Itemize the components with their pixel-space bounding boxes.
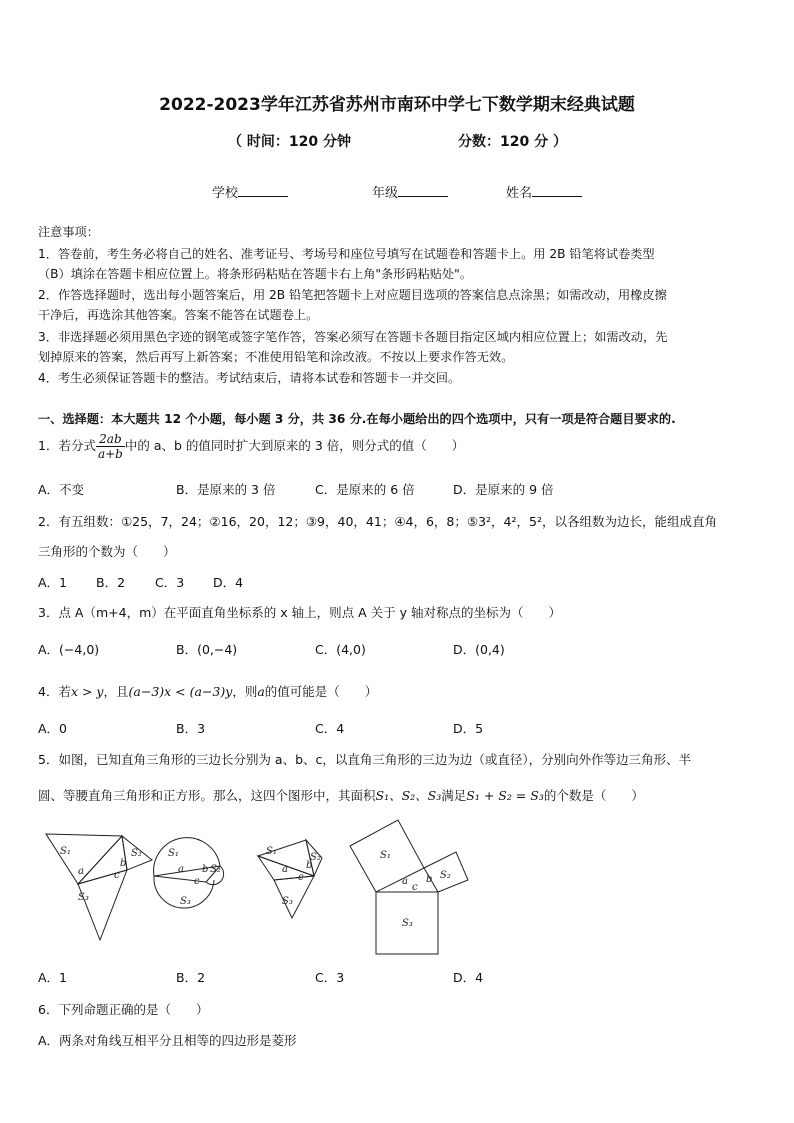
q4-option-b: B．3 [176,721,206,736]
q2-option-d: D．4 [213,575,244,590]
question-2-line2: 三角形的个数为（ ） [38,544,176,559]
fig2-s1-label: S₁ [168,848,179,859]
q2-option-c: C．3 [155,575,185,590]
fig1-s1-label: S₁ [60,846,71,857]
section-heading: 一、选择题：本大题共 12 个小题，每小题 3 分，共 36 分.在每小题给出的四个选项中，只有一项是符合题目要求的. [38,412,676,426]
fig2-a-label: a [178,864,184,875]
school-field: 学校 [212,182,288,201]
fig4-c-label: c [412,882,418,893]
note-1b: （B）填涂在答题卡相应位置上。将条形码粘贴在答题卡右上角"条形码粘贴处"。 [38,267,472,281]
fig1-c-label: c [114,870,120,881]
fig4-s1-label: S₁ [380,850,391,861]
q1-option-a: A．不变 [38,482,85,497]
fig4-b-label: b [426,874,433,885]
q4-option-c: C．4 [315,721,345,736]
fig3-a-label: a [282,864,288,875]
q5-option-d: D．4 [453,970,484,985]
note-1a: 1．答卷前，考生务必将自己的姓名、准考证号、考场号和座位号填写在试题卷和答题卡上。用 2B 铅笔将试卷类型 [38,247,655,261]
q5-figures [30,812,470,962]
fig3-s2-label: S₂ [310,852,321,863]
fig3-s1-label: S₁ [266,846,277,857]
fig1-s2-label: S₂ [131,848,142,859]
question-5-line2: 圆、等腰直角三角形和正方形。那么，这四个图形中，其面积S₁、S₂、S₃满足S₁ + S₂ = S₃的个数是（ ） [38,788,644,803]
q3-option-c: C．(4,0) [315,642,366,657]
q5-option-b: B．2 [176,970,206,985]
fig1-b-label: b [120,858,127,869]
fraction: $\frac{2ab}{a+b}$ [97,432,123,461]
question-1: 1．若分式 $\frac{2ab}{a+b}$ 中的 a、b 的值同时扩大到原来的 3 倍，则分式的值（ ） [38,432,465,461]
q5-option-c: C．3 [315,970,345,985]
fig2-c-label: c [194,876,200,887]
question-4: 4．若x > y，且(a−3)x < (a−3)y，则a的值可能是（ ） [38,684,378,699]
question-6: 6．下列命题正确的是（ ） [38,1002,209,1017]
fig4-a-label: a [402,876,408,887]
q2-option-a: A．1 [38,575,68,590]
q4-option-a: A．0 [38,721,68,736]
q3-option-a: A．(−4,0) [38,642,100,657]
q6-option-a: A．两条对角线互相平分且相等的四边形是菱形 [38,1033,297,1048]
fig3-c-label: c [298,872,304,883]
fig2-b-label: b [202,864,209,875]
q4-option-d: D．5 [453,721,484,736]
fig4-s2-label: S₂ [440,870,451,881]
q1-option-b: B．是原来的 3 倍 [176,482,276,497]
question-5-line1: 5．如图，已知直角三角形的三边长分别为 a、b、c，以直角三角形的三边为边（或直径），分别向外作等边三角形、半 [38,752,692,767]
q3-option-b: B．(0,−4) [176,642,238,657]
fig2-s2-label: S₂ [210,864,221,875]
note-3b: 划掉原来的答案，然后再写上新答案；不准使用铅笔和涂改液。不按以上要求作答无效。 [38,350,514,364]
q5-option-a: A．1 [38,970,68,985]
fig1-a-label: a [78,866,84,877]
fig3-b-label: b [306,860,313,871]
figure-squares [350,820,468,954]
page-title: 2022-2023学年江苏省苏州市南环中学七下数学期末经典试题 [159,95,635,115]
q2-option-b: B．2 [96,575,126,590]
notes-heading: 注意事项： [38,225,99,239]
fig1-s3-label: S₃ [78,892,89,903]
q3-option-d: D．(0,4) [453,642,505,657]
time-label: （ 时间：120 分钟 [228,134,351,150]
score-label: 分数：120 分 ） [458,134,567,150]
question-2-line1: 2．有五组数：①25，7，24；②16，20，12；③9，40，41；④4，6，8；⑤3²，4²，5²，以各组数为边长，能组成直角 [38,514,717,529]
fig4-s3-label: S₃ [402,918,413,929]
grade-field: 年级 [372,182,448,201]
q1-option-c: C．是原来的 6 倍 [315,482,415,497]
q1-option-d: D．是原来的 9 倍 [453,482,554,497]
note-2b: 干净后，再选涂其他答案。答案不能答在试题卷上。 [38,308,319,322]
note-3a: 3．非选择题必须用黑色字迹的钢笔或签字笔作答，答案必须写在答题卡各题目指定区域内相应位置上；如需改动，先 [38,330,668,344]
note-2a: 2．作答选择题时，选出每小题答案后，用 2B 铅笔把答题卡上对应题目选项的答案信息点涂黑；如需改动，用橡皮擦 [38,288,667,302]
name-field: 姓名 [506,182,582,201]
fig3-s3-label: S₃ [282,896,293,907]
question-3: 3．点 A（m+4，m）在平面直角坐标系的 x 轴上，则点 A 关于 y 轴对称点的坐标为（ ） [38,605,561,620]
note-4: 4．考生必须保证答题卡的整洁。考试结束后，请将本试卷和答题卡一并交回。 [38,371,461,385]
fig2-s3-label: S₃ [180,896,191,907]
